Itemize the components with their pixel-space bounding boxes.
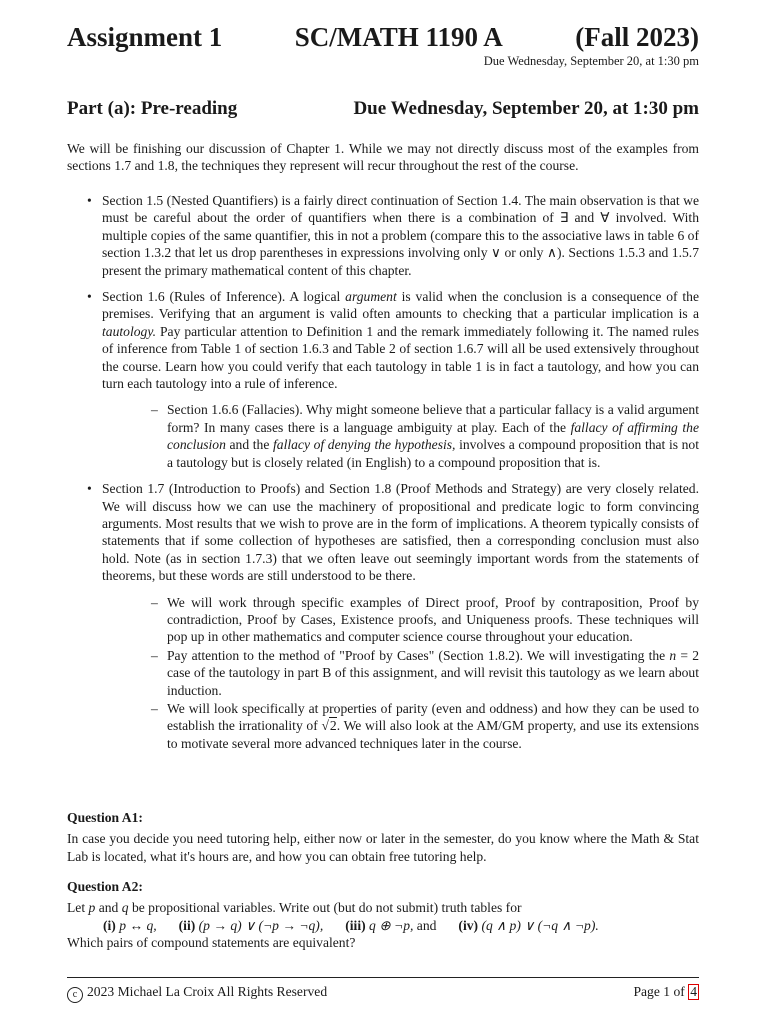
bullet-text: Section 1.5 (Nested Quantifiers) is a fairly direct continuation of Section 1.4. The main observation is that we must be careful about the order of quantifiers when there is a combination of ∃ and ∀ involved. With multiple copies of the same quantifier, this in not a problem (compare this to the associative laws in table 6 of section 1.3.2 that let us drop parentheses in expressions involving only ∨ or only ∧). Sections 1.5.3 and 1.5.7 present the primary mathematical content of this chapter. (102, 193, 699, 278)
question-a2-prompt (67, 899, 699, 916)
sub-text-part: Section 1.6.6 (Fallacies). Why might someone believe that a particular fallacy is a valid argument form? In many cases there is a language ambiguity at play. Each of the (167, 402, 699, 435)
sub-bullet-proof-by-cases (102, 647, 699, 699)
expr-label: (ii) (178, 917, 196, 933)
emph-tautology: tautology. (102, 323, 156, 339)
truth-table-expressions (67, 917, 699, 934)
question-a1-title: Question A1: (67, 810, 143, 825)
expr-label: (iv) (458, 917, 479, 933)
question-a2-title: Question A2: (67, 879, 143, 894)
sub-bullet-fallacies (102, 401, 699, 471)
intro-paragraph: We will be finishing our discussion of Chapter 1. While we may not directly discuss most of the examples from sections 1.7 and 1.8, the techniques they represent will recur throughout the rest of the course. (67, 141, 699, 174)
emph-fallacy-denying: fallacy of denying the hypothesis, (273, 437, 456, 453)
question-a2 (67, 878, 699, 952)
expr-iv (458, 917, 598, 934)
header-due-date: Due Wednesday, September 20, at 1:30 pm (483, 54, 699, 68)
document-page (67, 0, 699, 1024)
assignment-title: Assignment 1 (67, 22, 223, 52)
sub-text: We will work through specific examples of Direct proof, Proof by contraposition, Proof by contradiction, Proof by Cases, Existence proofs, and Uniqueness proofs. These techniques will pop up in other mathematics and computer science course throughout your education. (167, 594, 699, 645)
bullet-section-1-6 (67, 288, 699, 471)
copyright-notice (67, 984, 327, 1003)
bullet-mark: • (87, 289, 92, 305)
term: (Fall 2023) (575, 22, 699, 52)
expr-formula: (q ∧ p) ∨ (¬q ∧ ¬p). (481, 917, 599, 933)
total-pages-link[interactable]: 4 (690, 984, 697, 999)
dash-mark: – (151, 700, 158, 716)
var-q: q (121, 900, 129, 916)
part-a-title: Part (a): Pre-reading (67, 98, 238, 119)
expr-ii (179, 917, 324, 934)
dash-mark: – (151, 402, 158, 418)
expr-label: (i) (103, 917, 116, 933)
sub-bullet-parity (102, 700, 699, 752)
question-a2-closing: Which pairs of compound statements are equivalent? (67, 935, 356, 951)
sub-bullet-proof-types (102, 594, 699, 646)
sub-text-part: and the (225, 437, 273, 453)
proof-methods-list (102, 594, 699, 753)
expr-i (103, 917, 157, 934)
prompt-part: and (95, 900, 122, 916)
copyright-icon: c (67, 987, 83, 1003)
bullet-mark: • (87, 481, 92, 497)
expr-formula: p ↔ q, (119, 917, 157, 933)
bullet-mark: • (87, 193, 92, 208)
expr-iii (345, 917, 436, 934)
course-code: SC/MATH 1190 A (294, 22, 503, 52)
document-header (67, 22, 699, 53)
page-number (633, 984, 699, 1003)
reading-list (67, 192, 699, 761)
bullet-section-1-5 (67, 192, 699, 279)
question-a1 (67, 809, 699, 865)
bullet-section-1-7-1-8 (67, 480, 699, 752)
var-p: p (88, 900, 96, 916)
sub-text-part: = 2 case of the tautology in part B of this assignment, and will revisit this tautology as we learn about induction. (167, 647, 699, 698)
page-prefix: Page 1 of (633, 984, 689, 999)
expr-label: (iii) (345, 917, 366, 933)
emph-argument: argument (345, 289, 397, 305)
part-a-heading (67, 98, 699, 120)
question-a1-text: In case you decide you need tutoring help, either now or later in the semester, do you know where the Math & Stat Lab is located, what it's hours are, and how you can obtain free tutoring help. (67, 831, 699, 864)
bullet-text: Section 1.7 (Introduction to Proofs) and Section 1.8 (Proof Methods and Strategy) are very closely related. We will discuss how we can use the machinery of propositional and predicate logic to form convincing arguments. Most results that we wish to prove are in the form of implications. A theorem typically consists of statements that if some collection of hypotheses are satisfied, then a corresponding conclusion must also hold. Note (as in section 1.7.3) that we often leave out seemingly important words from the statements of theorems, but these words are still understood to be there. (102, 481, 699, 584)
bullet-text-part: Section 1.6 (Rules of Inference). A logical (102, 289, 346, 305)
footer-rule (67, 977, 699, 978)
part-a-due: Due Wednesday, September 20, at 1:30 pm (353, 98, 699, 119)
bullet-text-part: Pay particular attention to Definition 1 and the remark immediately following it. The named rules of inference from Table 1 of section 1.6.3 and Table 2 of section 1.6.7 will all be used extensively throughout the course. Learn how you could verify that each tautology in table 1 is in fact a tautology, and how you can turn each tautology into a rule of inference. (102, 323, 699, 392)
bullet-text-part: is valid when the conclusion is a consequence of the premises. Verifying that an argument is valid often amounts to checking that a particular implication is a (102, 289, 699, 322)
dash-mark: – (151, 647, 158, 663)
dash-mark: – (151, 594, 158, 610)
prompt-part: be propositional variables. Write out (but do not submit) truth tables for (128, 900, 522, 916)
prompt-part: Let (67, 900, 89, 916)
math-n: n (669, 647, 677, 663)
expr-formula: q ⊕ ¬p, (369, 917, 414, 933)
copyright-text: 2023 Michael La Croix All Rights Reserved (87, 984, 328, 999)
math-sqrt-radicand: 2 (329, 718, 337, 734)
sub-text-part: Pay attention to the method of "Proof by Cases" (Section 1.8.2). We will investigating the (167, 647, 670, 663)
expr-conj: and (413, 917, 437, 933)
emph-fallacy-affirming: fallacy of affirming the conclusion (167, 419, 699, 453)
expr-formula: (p → q) ∨ (¬p → ¬q), (198, 917, 324, 933)
sub-text-part: involves a compound proposition that is not a tautology but is closely related (in English) to a compound proposition that is. (167, 437, 699, 470)
sub-text-part: . We will also look at the AM/GM property, and use its extensions to motivate several more advanced techniques later in the course. (167, 718, 699, 751)
sub-text-part: We will look specifically at properties of parity (even and oddness) and how they can be used to establish the irrationality of √ (167, 700, 699, 734)
page-footer (67, 984, 699, 1003)
